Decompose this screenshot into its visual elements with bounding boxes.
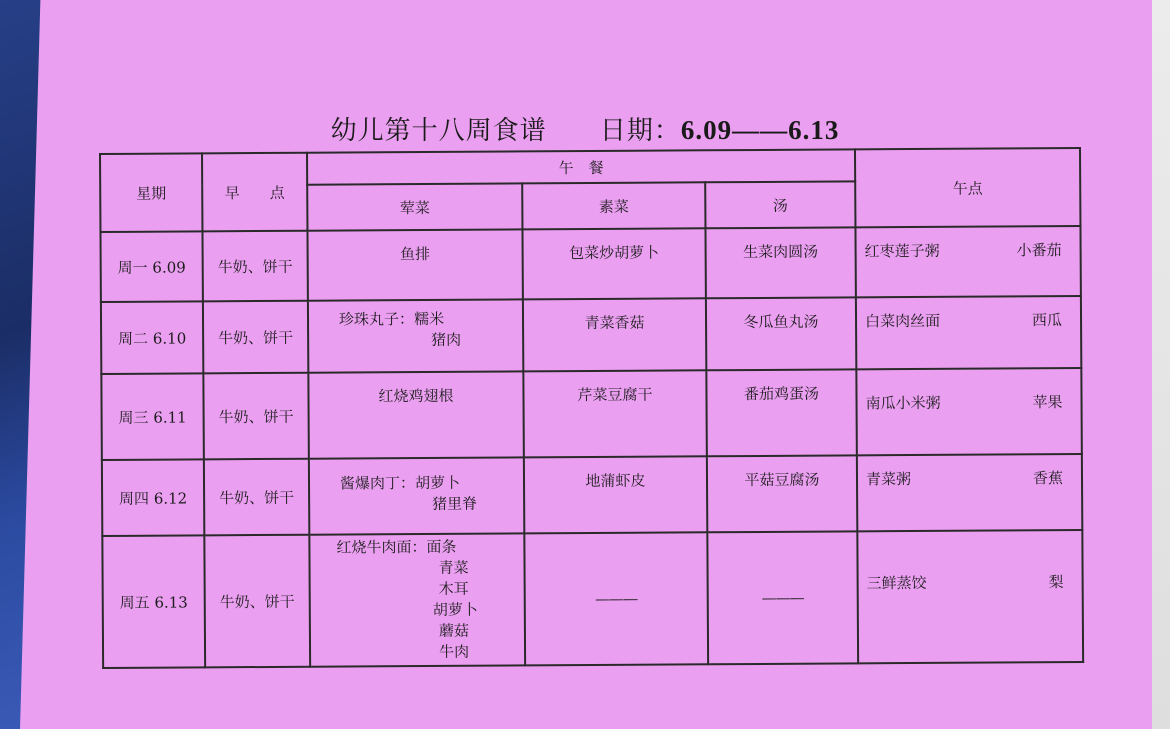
meat-ingredient: 牛肉 <box>438 642 470 661</box>
row-veg-dish: 青菜香菇 <box>523 298 706 371</box>
meat-ingredient: 青菜 <box>438 558 469 577</box>
row-meat-dish <box>309 457 524 534</box>
row-snack-cell <box>857 530 1083 663</box>
row-breakfast: 牛奶、饼干 <box>203 301 308 374</box>
header-veg-dish: 素菜 <box>522 182 705 229</box>
row-meat-dish <box>309 533 525 666</box>
header-lunch: 午 餐 <box>307 149 855 184</box>
row-snack-cell <box>855 226 1080 297</box>
row-veg-dish: 芹菜豆腐干 <box>523 370 707 457</box>
row-soup: 生菜肉圆汤 <box>705 227 855 298</box>
meat-ingredient: 猪肉 <box>431 330 462 349</box>
row-snack: 三鲜蒸饺 <box>866 573 927 593</box>
row-meat-dish: 红烧鸡翅根 <box>308 371 524 458</box>
row-fruit: 西瓜 <box>1031 311 1063 330</box>
meat-dish-name: 珍珠丸子： <box>338 310 415 329</box>
weekly-menu-table <box>99 147 1084 669</box>
row-snack: 南瓜小米粥 <box>865 393 941 413</box>
meat-dish-name: 酱爆肉丁： <box>339 474 416 493</box>
row-breakfast: 牛奶、饼干 <box>204 535 310 668</box>
row-meat-dish <box>308 299 523 372</box>
row-fruit: 梨 <box>1048 573 1064 592</box>
meat-ingredient: 猪里脊 <box>432 494 478 513</box>
meat-ingredient: 木耳 <box>438 579 469 598</box>
table-row <box>102 454 1082 536</box>
row-day: 周二 6.10 <box>101 301 203 374</box>
meat-ingredient: 糯米 <box>413 309 445 329</box>
meat-ingredient: 蘑菇 <box>438 621 469 640</box>
title-date-value: 6.09——6.13 <box>680 115 840 145</box>
row-breakfast: 牛奶、饼干 <box>203 373 309 460</box>
row-veg-dish: ——— <box>524 532 708 665</box>
title-date-label: 日期： <box>599 116 681 146</box>
row-soup: 平菇豆腐汤 <box>707 455 857 532</box>
row-day: 周五 6.13 <box>102 535 205 668</box>
header-soup: 汤 <box>705 181 855 228</box>
row-snack-cell <box>857 454 1082 531</box>
row-snack: 青菜粥 <box>865 470 912 489</box>
table-row <box>102 530 1083 668</box>
row-soup: 番茄鸡蛋汤 <box>706 369 857 456</box>
row-snack: 红枣莲子粥 <box>864 241 940 261</box>
row-fruit: 香蕉 <box>1032 469 1064 488</box>
row-snack-cell <box>856 368 1082 455</box>
table-row <box>100 226 1080 302</box>
meat-ingredient: 胡萝卜 <box>414 473 461 493</box>
row-day: 周三 6.11 <box>101 373 204 460</box>
row-day: 周一 6.09 <box>100 231 202 302</box>
row-fruit: 苹果 <box>1032 393 1063 412</box>
row-snack-cell <box>856 296 1081 369</box>
header-snack: 午点 <box>855 148 1080 227</box>
row-breakfast: 牛奶、饼干 <box>204 459 309 536</box>
row-breakfast: 牛奶、饼干 <box>202 231 307 302</box>
row-soup: 冬瓜鱼丸汤 <box>706 297 856 370</box>
menu-title <box>0 110 1170 147</box>
title-main: 幼儿第十八周食谱 <box>330 116 547 146</box>
row-veg-dish: 地蒲虾皮 <box>524 456 707 533</box>
row-day: 周四 6.12 <box>102 459 204 536</box>
header-breakfast: 早 点 <box>202 153 307 232</box>
header-meat-dish: 荤菜 <box>307 183 522 230</box>
meat-ingredient: 胡萝卜 <box>432 600 478 619</box>
row-fruit: 小番茄 <box>1016 241 1062 260</box>
row-snack: 白菜肉丝面 <box>864 311 941 331</box>
row-soup: ——— <box>707 531 858 664</box>
header-weekday: 星期 <box>100 153 202 232</box>
meat-ingredient: 面条 <box>426 537 457 557</box>
row-meat-dish: 鱼排 <box>307 229 522 300</box>
meat-dish-name: 红烧牛肉面： <box>336 538 427 557</box>
table-row <box>101 368 1082 460</box>
table-row <box>101 296 1081 374</box>
row-veg-dish: 包菜炒胡萝卜 <box>522 228 705 299</box>
